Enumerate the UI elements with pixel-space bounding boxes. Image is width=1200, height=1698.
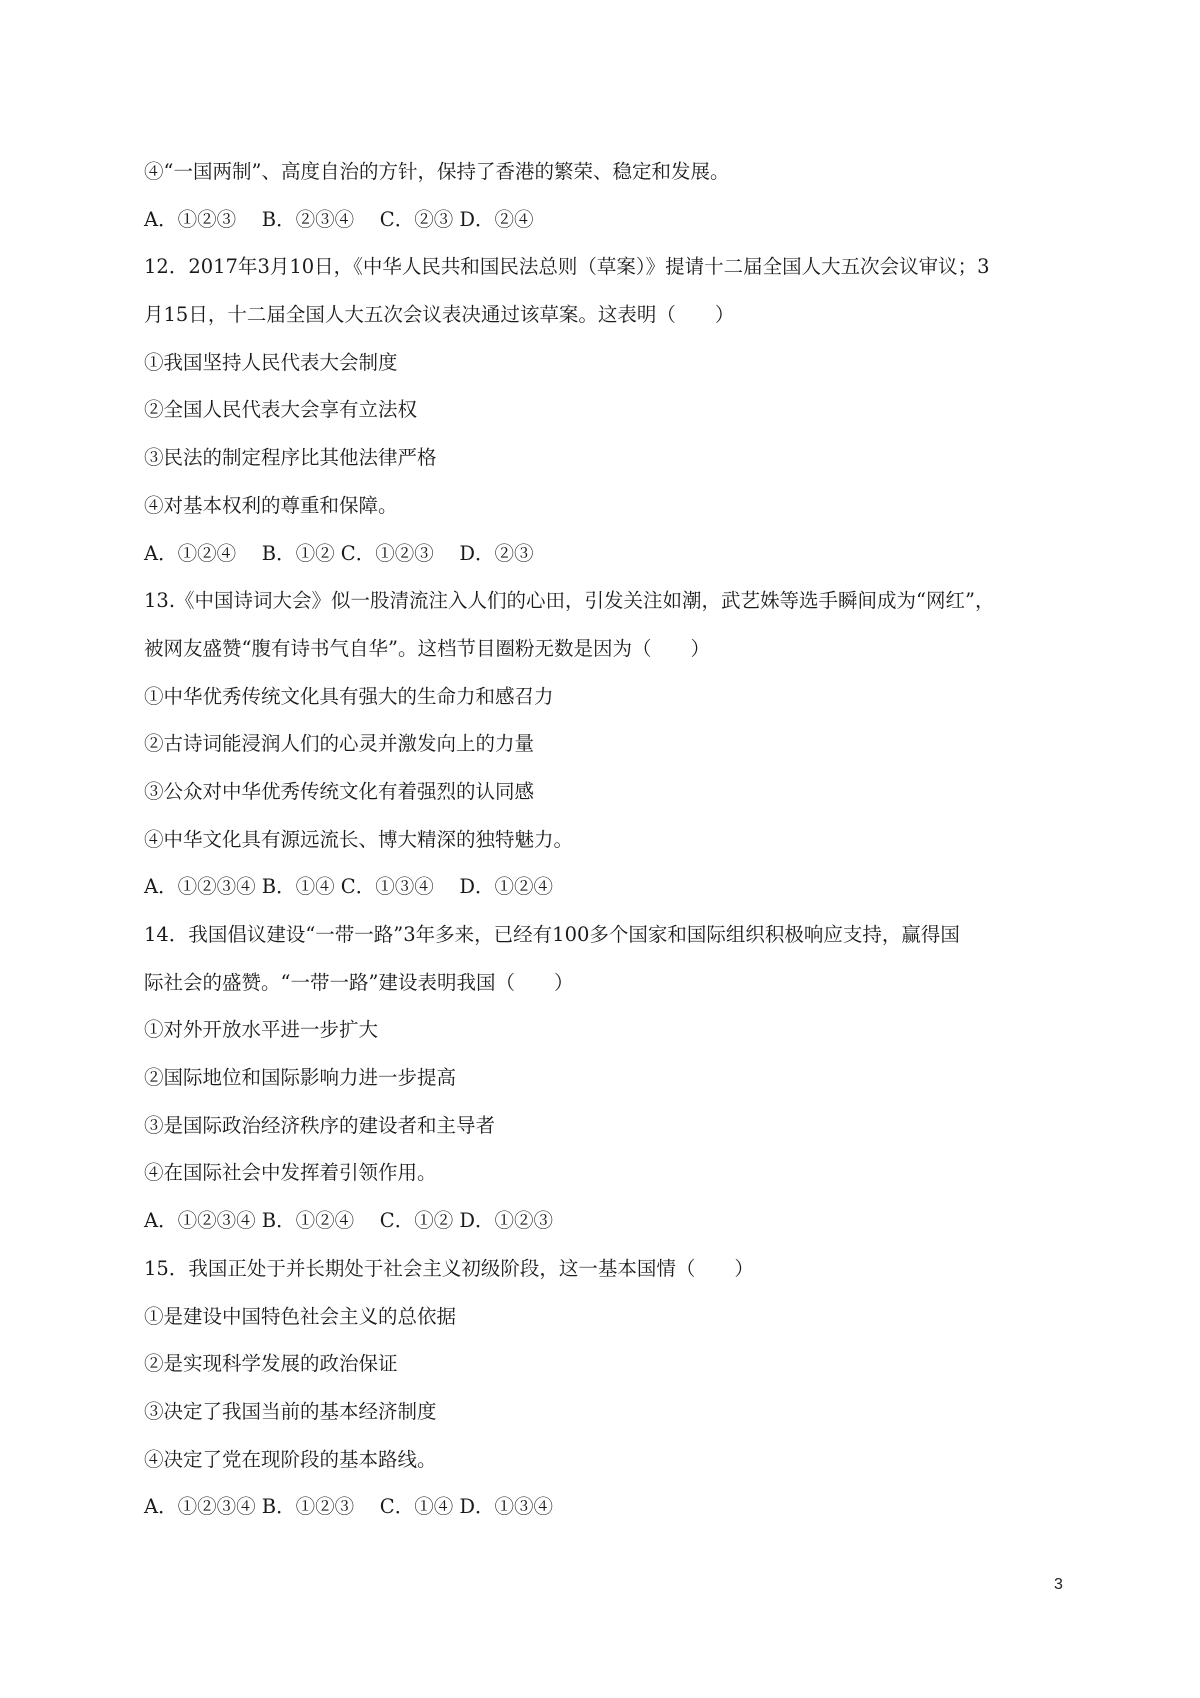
option-line: ②全国人民代表大会享有立法权 xyxy=(144,398,418,422)
question-13-stem-continued: 被网友盛赞“腹有诗书气自华”。这档节目圈粉无数是因为（ ） xyxy=(144,636,710,660)
option-line: ①中华优秀传统文化具有强大的生命力和感召力 xyxy=(144,684,554,708)
option-line: ③决定了我国当前的基本经济制度 xyxy=(144,1399,437,1423)
answer-choices: A．①②③④ B．①②③ C．①④ D．①③④ xyxy=(144,1495,554,1519)
question-13-stem: 13.《中国诗词大会》似一股清流注入人们的心田，引发关注如潮，武艺姝等选手瞬间成为“网红”， xyxy=(144,589,995,613)
question-12-stem: 12．2017年3月10日，《中华人民共和国民法总则（草案）》提请十二届全国人大五次会议审议；3 xyxy=(144,255,990,279)
answer-choices: A．①②③④ B．①②④ C．①② D．①②③ xyxy=(144,1209,554,1233)
option-line: ②是实现科学发展的政治保证 xyxy=(144,1352,398,1376)
option-line: ②国际地位和国际影响力进一步提高 xyxy=(144,1066,457,1090)
question-15-stem: 15．我国正处于并长期处于社会主义初级阶段，这一基本国情（ ） xyxy=(144,1256,754,1280)
option-line: ①对外开放水平进一步扩大 xyxy=(144,1018,379,1042)
option-line: ④决定了党在现阶段的基本路线。 xyxy=(144,1447,437,1471)
option-line: ③民法的制定程序比其他法律严格 xyxy=(144,446,437,470)
option-line: ③是国际政治经济秩序的建设者和主导者 xyxy=(144,1113,496,1137)
question-14-stem-continued: 际社会的盛赞。“一带一路”建设表明我国（ ） xyxy=(144,970,574,994)
question-14-stem: 14．我国倡议建设“一带一路”3年多来，已经有100多个国家和国际组织积极响应支持，赢得国 xyxy=(144,923,960,946)
option-line: ④对基本权利的尊重和保障。 xyxy=(144,493,398,517)
question-12-stem-continued: 月15日，十二届全国人大五次会议表决通过该草案。这表明（ ） xyxy=(144,303,735,327)
answer-choices: A．①②③④ B．①④ C．①③④ D．①②④ xyxy=(144,875,554,899)
option-line: ④“一国两制”、高度自治的方针，保持了香港的繁荣、稳定和发展。 xyxy=(144,160,730,183)
option-line: ③公众对中华优秀传统文化有着强烈的认同感 xyxy=(144,779,535,803)
option-line: ①是建设中国特色社会主义的总依据 xyxy=(144,1304,457,1328)
option-line: ①我国坚持人民代表大会制度 xyxy=(144,350,398,374)
option-line: ②古诗词能浸润人们的心灵并激发向上的力量 xyxy=(144,732,535,756)
option-line: ④在国际社会中发挥着引领作用。 xyxy=(144,1161,437,1185)
page-content xyxy=(144,148,1074,1531)
option-line: ④中华文化具有源远流长、博大精深的独特魅力。 xyxy=(144,827,574,851)
answer-choices: A．①②④ B．①② C．①②③ D．②③ xyxy=(144,541,534,565)
page-number: 3 xyxy=(1054,1576,1063,1593)
answer-choices: A．①②③ B．②③④ C．②③ D．②④ xyxy=(144,207,534,231)
